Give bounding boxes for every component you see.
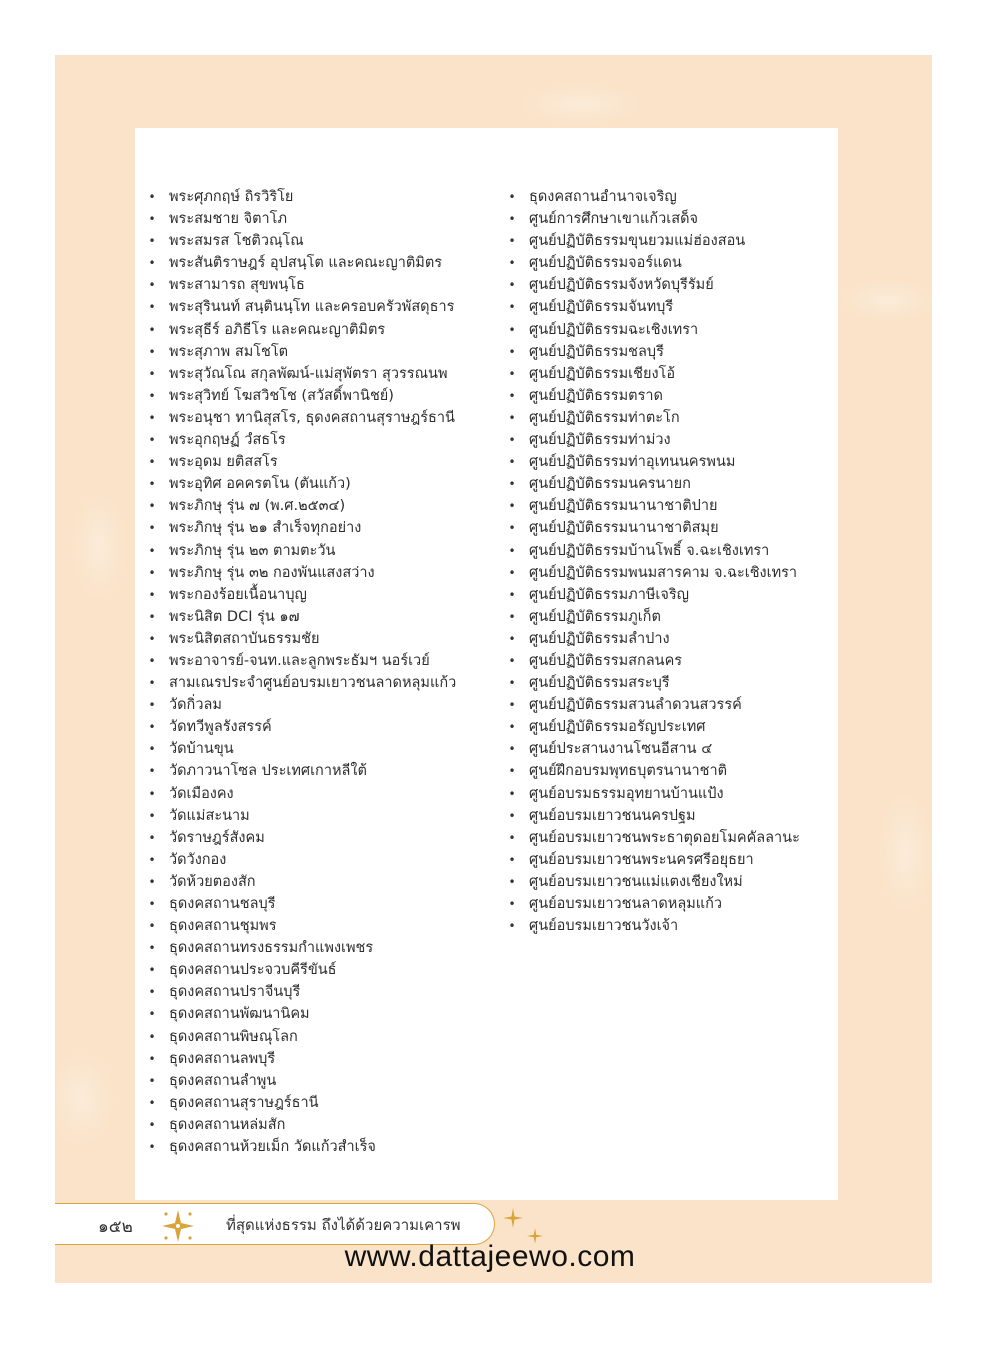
- list-item: [145, 584, 495, 606]
- list-item: [145, 959, 495, 981]
- list-item-text: ศูนย์อบรมเยาวชนพระธาตุดอยโมคคัลลานะ: [529, 829, 800, 846]
- list-item-text: ศูนย์ปฏิบัติธรรมชลบุรี: [529, 343, 664, 360]
- page-number: ๑๕๒: [98, 1217, 133, 1237]
- list-item: [145, 805, 495, 827]
- bullet-icon: •: [508, 212, 516, 227]
- bullet-icon: •: [508, 720, 516, 735]
- list-item: [145, 937, 495, 959]
- list-item-text: วัดวังกอง: [169, 851, 227, 868]
- list-item-text: ศูนย์อบรมเยาวชนแม่แตงเชียงใหม่: [529, 873, 743, 890]
- list-item: [145, 827, 495, 849]
- list-item: [145, 363, 495, 385]
- list-item: [145, 1136, 495, 1158]
- list-item: [505, 694, 835, 716]
- list-item-text: วัดเมืองคง: [169, 785, 234, 802]
- list-item: [505, 893, 835, 915]
- bullet-icon: •: [148, 234, 156, 249]
- bullet-icon: •: [508, 808, 516, 823]
- list-item-text: พระภิกษุ รุ่น ๗ (พ.ศ.๒๕๓๔): [169, 498, 346, 515]
- list-item-text: ศูนย์ปฏิบัติธรรมบ้านโพธิ์ จ.ฉะเชิงเทรา: [529, 542, 770, 559]
- bullet-icon: •: [508, 653, 516, 668]
- list-item-text: วัดแม่สะนาม: [169, 807, 250, 824]
- list-item: [505, 871, 835, 893]
- list-item: [505, 738, 835, 760]
- list-item: [505, 429, 835, 451]
- bullet-icon: •: [508, 278, 516, 293]
- bullet-icon: •: [508, 344, 516, 359]
- list-item-text: ศูนย์ปฏิบัติธรรมอรัญประเทศ: [529, 719, 706, 736]
- list-item-text: ศูนย์ปฏิบัติธรรมสกลนคร: [529, 652, 683, 669]
- list-item: [145, 1070, 495, 1092]
- bullet-icon: •: [148, 433, 156, 448]
- bullet-icon: •: [508, 830, 516, 845]
- list-item-text: พระนิสิต DCI รุ่น ๑๗: [169, 608, 300, 625]
- content-panel: [135, 128, 838, 1200]
- list-item-text: วัดทวีพูลรังสรรค์: [169, 719, 272, 736]
- list-item-text: วัดบ้านขุน: [169, 741, 234, 758]
- list-item: [145, 407, 495, 429]
- list-item: [505, 716, 835, 738]
- bullet-icon: •: [148, 1007, 156, 1022]
- bullet-icon: •: [148, 1117, 156, 1132]
- bullet-icon: •: [508, 676, 516, 691]
- list-item-text: ธุดงคสถานสุราษฎร์ธานี: [169, 1094, 319, 1111]
- bullet-icon: •: [508, 698, 516, 713]
- bullet-icon: •: [508, 565, 516, 580]
- bullet-icon: •: [508, 897, 516, 911]
- list-item-text: ธุดงคสถานอำนาจเจริญ: [529, 189, 677, 205]
- bullet-icon: •: [508, 256, 516, 271]
- list-item-text: ศูนย์ปฏิบัติธรรมจอร์แดน: [529, 255, 682, 272]
- bullet-icon: •: [148, 830, 156, 845]
- bullet-icon: •: [148, 720, 156, 735]
- list-item-text: ธุดงคสถานชลบุรี: [169, 896, 276, 912]
- list-item: [505, 562, 835, 584]
- list-item-text: ธุดงคสถานประจวบคีรีขันธ์: [169, 962, 337, 979]
- list-item: [505, 473, 835, 495]
- bullet-icon: •: [508, 477, 516, 492]
- list-item-text: พระกองร้อยเนื้อนาบุญ: [169, 586, 307, 603]
- list-item: [145, 672, 495, 694]
- bullet-icon: •: [148, 300, 156, 315]
- list-item: [505, 319, 835, 341]
- list-item: [145, 871, 495, 893]
- list-item-text: ธุดงคสถานพิษณุโลก: [169, 1028, 298, 1045]
- list-item: [145, 760, 495, 782]
- bullet-icon: •: [148, 919, 156, 934]
- bullet-icon: •: [148, 609, 156, 624]
- list-item-text: ศูนย์ปฏิบัติธรรมภาษีเจริญ: [529, 586, 690, 603]
- list-item-text: ศูนย์ปฏิบัติธรรมท่าม่วง: [529, 432, 671, 449]
- list-item-text: ศูนย์ปฏิบัติธรรมนานาชาติปาย: [529, 498, 718, 515]
- bullet-icon: •: [508, 190, 516, 204]
- list-item-text: ธุดงคสถานปราจีนบุรี: [169, 984, 301, 1001]
- list-item: [145, 540, 495, 562]
- list-item: [145, 562, 495, 584]
- bullet-icon: •: [148, 698, 156, 713]
- sparkle-icon: [503, 1208, 523, 1228]
- list-item: [145, 451, 495, 473]
- bullet-icon: •: [148, 587, 156, 602]
- list-item: [505, 783, 835, 805]
- list-item-text: ศูนย์ปฏิบัติธรรมตราด: [529, 387, 663, 404]
- bullet-icon: •: [148, 366, 156, 381]
- list-item-text: ธุดงคสถานทรงธรรมกำแพงเพชร: [169, 940, 374, 957]
- list-item-text: ศูนย์ปฏิบัติธรรมสระบุรี: [529, 675, 670, 692]
- bullet-icon: •: [148, 1073, 156, 1088]
- list-item: [145, 296, 495, 318]
- bullet-icon: •: [508, 410, 516, 425]
- list-item-text: ธุดงคสถานลำพูน: [169, 1072, 277, 1089]
- list-item: [145, 849, 495, 871]
- list-item-text: พระสมรส โชติวณฺโณ: [169, 233, 304, 250]
- bullet-icon: •: [148, 322, 156, 337]
- bullet-icon: •: [148, 631, 156, 646]
- bullet-icon: •: [508, 609, 516, 624]
- bullet-icon: •: [148, 764, 156, 779]
- bullet-icon: •: [148, 190, 156, 204]
- list-item: [145, 341, 495, 363]
- bullet-icon: •: [148, 521, 156, 536]
- list-item: [505, 186, 835, 208]
- list-item: [505, 650, 835, 672]
- bullet-icon: •: [148, 897, 156, 911]
- bullet-icon: •: [508, 433, 516, 448]
- list-item-text: ศูนย์ปฏิบัติธรรมท่าอุเทนนครพนม: [529, 454, 736, 471]
- bullet-icon: •: [508, 874, 516, 889]
- list-item-text: พระสุภาพ สมโชโต: [169, 343, 289, 360]
- bullet-icon: •: [148, 786, 156, 801]
- bullet-icon: •: [148, 344, 156, 359]
- list-item-text: ศูนย์ปฏิบัติธรรมสวนลำดวนสวรรค์: [529, 697, 742, 714]
- list-item: [505, 252, 835, 274]
- list-item-text: พระภิกษุ รุ่น ๓๒ กองพันแสงสว่าง: [169, 564, 375, 581]
- list-item: [145, 1048, 495, 1070]
- bullet-icon: •: [148, 410, 156, 425]
- list-item-text: พระอุกฤษฏ์ วํสธโร: [169, 432, 286, 449]
- bullet-icon: •: [508, 521, 516, 536]
- list-item: [145, 628, 495, 650]
- list-item: [145, 606, 495, 628]
- list-item-text: ศูนย์ประสานงานโซนอีสาน ๔: [529, 741, 713, 758]
- bullet-icon: •: [148, 1029, 156, 1044]
- bullet-icon: •: [148, 963, 156, 978]
- bullet-icon: •: [508, 499, 516, 514]
- list-item-text: พระสุรินนท์ สนฺตินนฺโท และครอบครัวพัสดุธาร: [169, 299, 455, 316]
- list-item-text: ศูนย์ปฏิบัติธรรมภูเก็ต: [529, 608, 661, 625]
- bullet-icon: •: [508, 388, 516, 403]
- list-item: [145, 893, 495, 915]
- list-item: [145, 1092, 495, 1114]
- list-item: [145, 517, 495, 539]
- list-item: [505, 407, 835, 429]
- list-item-text: ศูนย์อบรมเยาวชนลาดหลุมแก้ว: [529, 896, 723, 912]
- list-item: [145, 473, 495, 495]
- list-item-text: สามเณรประจำศูนย์อบรมเยาวชนลาดหลุมแก้ว: [169, 675, 457, 692]
- list-item: [145, 981, 495, 1003]
- list-item-text: ศูนย์ฝึกอบรมพุทธบุตรนานาชาติ: [529, 763, 728, 780]
- bullet-icon: •: [508, 919, 516, 934]
- list-item-text: ธุดงคสถานลพบุรี: [169, 1050, 276, 1067]
- list-item: [145, 230, 495, 252]
- bullet-icon: •: [508, 631, 516, 646]
- list-item: [145, 694, 495, 716]
- list-item: [145, 186, 495, 208]
- list-item-text: พระภิกษุ รุ่น ๒๑ สำเร็จทุกอย่าง: [169, 520, 362, 537]
- bullet-icon: •: [148, 455, 156, 470]
- bullet-icon: •: [508, 300, 516, 315]
- list-item-text: ศูนย์อบรมเยาวชนนครปฐม: [529, 807, 696, 824]
- website-url: www.dattajeewo.com: [344, 1240, 636, 1273]
- list-item: [505, 230, 835, 252]
- bullet-icon: •: [508, 322, 516, 337]
- bullet-icon: •: [148, 808, 156, 823]
- list-item-text: ศูนย์ปฏิบัติธรรมฉะเชิงเทรา: [529, 321, 699, 338]
- bullet-icon: •: [148, 278, 156, 293]
- bullet-icon: •: [508, 786, 516, 801]
- bullet-icon: •: [508, 852, 516, 867]
- bullet-icon: •: [148, 874, 156, 889]
- list-item-text: ศูนย์ปฏิบัติธรรมนครนายก: [529, 476, 691, 493]
- list-item: [505, 495, 835, 517]
- footer-tagline: ที่สุดแห่งธรรม ถึงได้ด้วยความเคารพ: [226, 1216, 461, 1234]
- list-item-text: ศูนย์อบรมเยาวชนพระนครศรีอยุธยา: [529, 851, 754, 868]
- list-item: [505, 208, 835, 230]
- list-item: [145, 274, 495, 296]
- list-item-text: ธุดงคสถานพัฒนานิคม: [169, 1006, 310, 1023]
- bullet-icon: •: [148, 985, 156, 1000]
- list-item-text: ศูนย์ปฏิบัติธรรมท่าตะโก: [529, 409, 680, 426]
- bullet-icon: •: [148, 477, 156, 492]
- list-item-text: ธุดงคสถานหล่มสัก: [169, 1116, 286, 1133]
- bullet-icon: •: [148, 543, 156, 558]
- list-item: [145, 650, 495, 672]
- list-item: [505, 805, 835, 827]
- bullet-icon: •: [508, 234, 516, 249]
- list-item: [145, 1114, 495, 1136]
- list-item-text: พระสุธีร์ อภิธีโร และคณะญาติมิตร: [169, 321, 386, 338]
- list-item-text: วัดภาวนาโซล ประเทศเกาหลีใต้: [169, 763, 367, 780]
- list-item: [505, 363, 835, 385]
- list-item: [505, 584, 835, 606]
- list-item-text: พระสุวิทย์ โฆสวิชโช (สวัสดิ์พานิชย์): [169, 387, 394, 404]
- bullet-icon: •: [148, 565, 156, 580]
- bullet-icon: •: [508, 742, 516, 757]
- list-item-text: พระสุวัณโณ สกุลพัฒน์-แม่สุพัตรา สุวรรณนพ: [169, 365, 448, 382]
- list-item-text: พระสันติราษฎร์ อุปสนฺโต และคณะญาติมิตร: [169, 255, 443, 272]
- list-item-text: ศูนย์การศึกษาเขาแก้วเสด็จ: [529, 211, 699, 228]
- list-item: [505, 760, 835, 782]
- list-item-text: ศูนย์ปฏิบัติธรรมจังหวัดบุรีรัมย์: [529, 277, 714, 294]
- list-item: [505, 451, 835, 473]
- bullet-icon: •: [148, 852, 156, 867]
- bullet-icon: •: [508, 366, 516, 381]
- bullet-icon: •: [148, 212, 156, 227]
- list-item-text: ธุดงคสถานห้วยเม็ก วัดแก้วสำเร็จ: [169, 1139, 376, 1156]
- list-item: [145, 429, 495, 451]
- list-item: [505, 915, 835, 937]
- list-item-text: พระอาจารย์-จนท.และลูกพระธัมฯ นอร์เวย์: [169, 652, 430, 669]
- list-item-text: ศูนย์ปฏิบัติธรรมขุนยวมแม่ฮ่องสอน: [529, 233, 746, 250]
- list-item: [145, 385, 495, 407]
- list-item: [145, 1003, 495, 1025]
- list-item: [505, 628, 835, 650]
- bullet-icon: •: [508, 455, 516, 470]
- bullet-icon: •: [148, 256, 156, 271]
- bullet-icon: •: [508, 543, 516, 558]
- bullet-icon: •: [148, 676, 156, 691]
- list-item-text: พระอุทิศ อคครตโน (ตันแก้ว): [169, 476, 351, 493]
- list-item: [145, 495, 495, 517]
- list-item-text: พระนิสิตสถาบันธรรมชัย: [169, 630, 320, 647]
- list-item-text: วัดห้วยตองสัก: [169, 873, 256, 890]
- bullet-icon: •: [148, 1140, 156, 1155]
- bullet-icon: •: [148, 388, 156, 403]
- list-item: [505, 606, 835, 628]
- list-item-text: ศูนย์ปฏิบัติธรรมเชียงโอ้: [529, 365, 676, 382]
- list-item-text: ศูนย์อบรมเยาวชนวังเจ้า: [529, 918, 679, 935]
- bullet-icon: •: [148, 499, 156, 514]
- bullet-icon: •: [148, 653, 156, 668]
- bullet-icon: •: [508, 587, 516, 602]
- list-item-text: ธุดงคสถานชุมพร: [169, 918, 277, 935]
- list-item: [505, 517, 835, 539]
- list-item-text: ศูนย์อบรมธรรมอุทยานบ้านแป้ง: [529, 785, 724, 802]
- bullet-icon: •: [148, 1051, 156, 1066]
- left-name-list: [145, 186, 495, 1158]
- list-item: [505, 274, 835, 296]
- list-item: [505, 540, 835, 562]
- list-item-text: ศูนย์ปฏิบัติธรรมจันทบุรี: [529, 299, 674, 316]
- list-item: [505, 827, 835, 849]
- list-item: [505, 672, 835, 694]
- list-item-text: วัดราษฎร์สังคม: [169, 829, 265, 846]
- list-item: [145, 738, 495, 760]
- bullet-icon: •: [148, 1095, 156, 1110]
- list-item: [145, 915, 495, 937]
- list-item-text: ศูนย์ปฏิบัติธรรมพนมสารคาม จ.ฉะเชิงเทรา: [529, 564, 798, 581]
- list-item-text: พระอุดม ยติสสโร: [169, 454, 278, 471]
- list-item: [505, 385, 835, 407]
- list-item-text: พระศุภกฤษ์ ถิรวิริโย: [169, 189, 294, 205]
- list-item-text: ศูนย์ปฏิบัติธรรมลำปาง: [529, 630, 670, 647]
- list-item: [505, 341, 835, 363]
- list-item: [145, 208, 495, 230]
- list-item-text: พระอนุชา ทานิสุสโร, ธุดงคสถานสุราษฎร์ธานี: [169, 409, 455, 426]
- list-item: [145, 252, 495, 274]
- bullet-icon: •: [508, 764, 516, 779]
- list-item-text: พระสมชาย จิตาโภ: [169, 211, 288, 228]
- list-item: [505, 296, 835, 318]
- list-item: [505, 849, 835, 871]
- list-item-text: วัดกิ่วลม: [169, 697, 222, 714]
- list-item: [145, 716, 495, 738]
- list-item-text: พระสามารถ สุขพนฺโธ: [169, 277, 305, 294]
- list-item: [145, 783, 495, 805]
- list-item: [145, 1026, 495, 1048]
- list-item: [145, 319, 495, 341]
- list-item-text: ศูนย์ปฏิบัติธรรมนานาชาติสมุย: [529, 520, 719, 537]
- bullet-icon: •: [148, 941, 156, 956]
- bullet-icon: •: [148, 742, 156, 757]
- list-item-text: พระภิกษุ รุ่น ๒๓ ตามตะวัน: [169, 542, 336, 559]
- right-name-list: [505, 186, 835, 937]
